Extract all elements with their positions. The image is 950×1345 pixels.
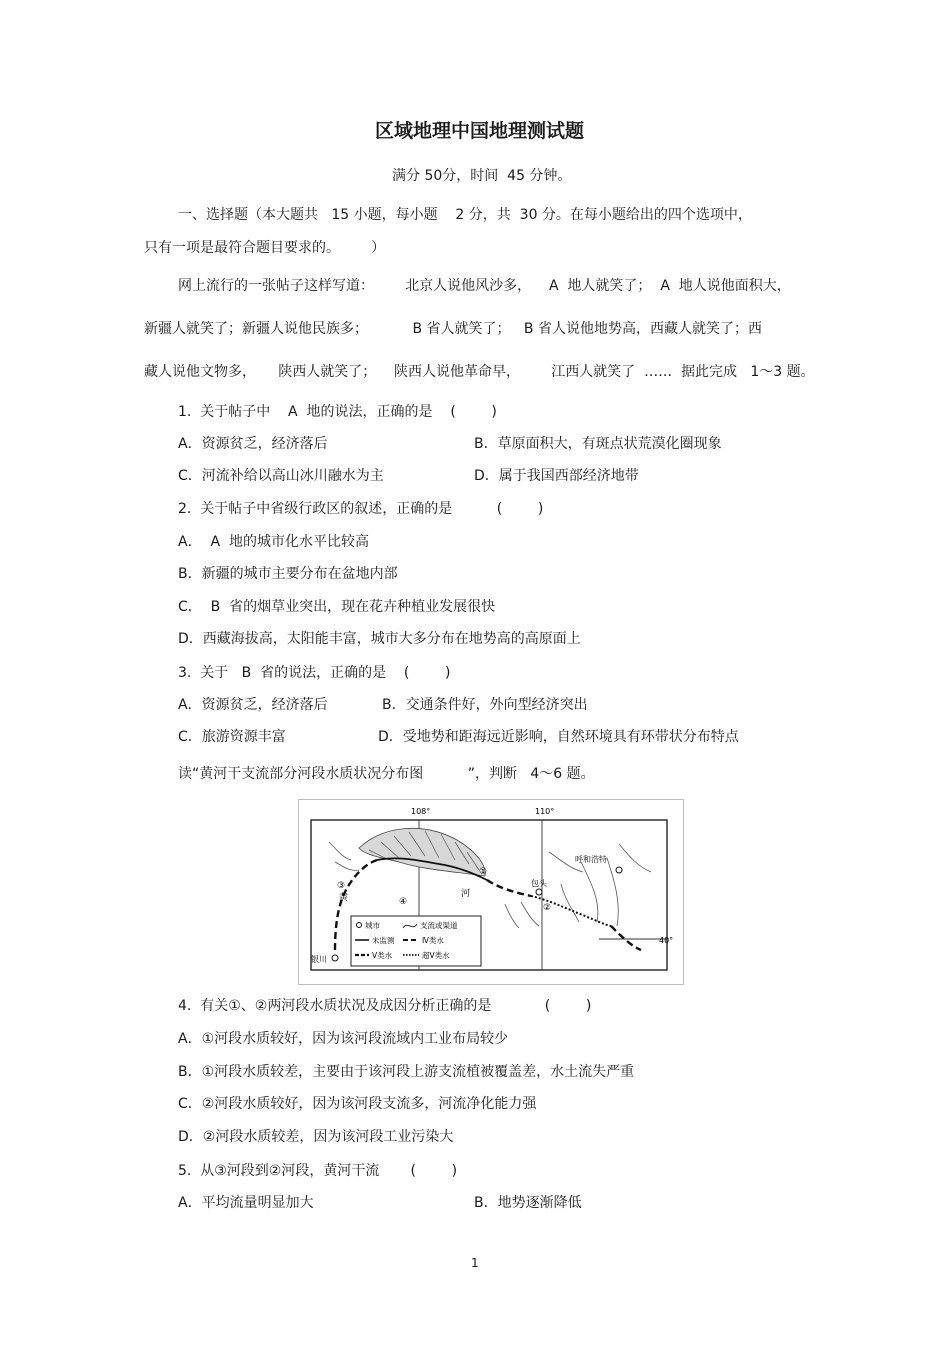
question-4-stem: 4. 有关①、②两河段水质状况及成因分析正确的是 ( ) bbox=[178, 998, 592, 1014]
legend-city: 城市 bbox=[365, 921, 380, 930]
question-5-option-a: A．平均流量明显加大 bbox=[178, 1195, 314, 1211]
map-char-he: 河 bbox=[461, 889, 471, 899]
baotou-label: 包头 bbox=[531, 879, 547, 888]
yinchuan-label: 银川 bbox=[311, 955, 327, 964]
legend-unmonitored: 未监测 bbox=[372, 936, 395, 945]
page-subtitle: 满分 50分，时间 45 分钟。 bbox=[392, 168, 572, 184]
latitude-40-label: 40° bbox=[659, 936, 674, 945]
page-title: 区域地理中国地理测试题 bbox=[375, 120, 585, 142]
question-3-option-c: C．旅游资源丰富 bbox=[178, 729, 286, 745]
baotou-city-marker bbox=[536, 889, 542, 895]
page-number: 1 bbox=[471, 1256, 479, 1270]
question-3-option-b: B．交通条件好，外向型经济突出 bbox=[382, 697, 588, 713]
yellow-river-water-quality-map bbox=[298, 799, 684, 985]
intro-line1: 网上流行的一张帖子这样写道： 北京人说他风沙多， A 地人就笑了； A 地人说他面积大， bbox=[178, 278, 791, 294]
hohhot-city-marker bbox=[616, 867, 622, 873]
question-3-option-d: D．受地势和距海远近影响，自然环境具有环带状分布特点 bbox=[378, 729, 739, 745]
intro-line2: 新疆人就笑了；新疆人说他民族多； B 省人就笑了； B 省人说他地势高，西藏人就笑了；西 bbox=[144, 321, 762, 337]
question-1-stem: 1. 关于帖子中 A 地的说法，正确的是 ( ) bbox=[178, 404, 497, 420]
hohhot-label: 呼和浩特 bbox=[575, 855, 607, 864]
map-reading-prompt: 读“黄河干支流部分河段水质状况分布图 ”，判断 4～6 题。 bbox=[178, 766, 595, 782]
question-2-option-c: C． B 省的烟草业突出，现在花卉种植业发展很快 bbox=[178, 599, 496, 615]
longitude-108-label: 108° bbox=[411, 807, 431, 816]
question-4-option-a: A．①河段水质较好，因为该河段流域内工业布局较少 bbox=[178, 1031, 509, 1047]
question-3-option-a: A．资源贫乏，经济落后 bbox=[178, 697, 328, 713]
longitude-110-label: 110° bbox=[535, 807, 555, 816]
section-4-marker: ④ bbox=[399, 897, 408, 907]
intro-line3: 藏人说他文物多， 陕西人就笑了； 陕西人说他革命早， 江西人就笑了 …… 据此完成 1～3 题。 bbox=[144, 364, 815, 380]
map-char-huang: 黄 bbox=[339, 893, 349, 903]
question-1-option-c: C．河流补给以高山冰川融水为主 bbox=[178, 468, 384, 484]
question-1-option-a: A．资源贫乏，经济落后 bbox=[178, 436, 328, 452]
yinchuan-city-marker bbox=[332, 955, 338, 961]
question-5-stem: 5. 从③河段到②河段，黄河干流 ( ) bbox=[178, 1163, 458, 1179]
legend-over-class-v: 超Ⅴ类水 bbox=[422, 951, 450, 960]
question-2-option-d: D．西藏海拔高，太阳能丰富，城市大多分布在地势高的高原面上 bbox=[178, 631, 581, 647]
question-2-stem: 2. 关于帖子中省级行政区的叙述，正确的是 ( ) bbox=[178, 501, 544, 517]
question-4-option-b: B．①河段水质较差，主要由于该河段上游支流植被覆盖差，水土流失严重 bbox=[178, 1064, 635, 1080]
map-legend bbox=[351, 916, 481, 966]
question-1-option-b: B．草原面积大，有斑点状荒漠化圈现象 bbox=[474, 436, 722, 452]
legend-tributary: 支流或渠道 bbox=[420, 921, 458, 930]
section-heading-line2: 只有一项是最符合题目要求的。 ） bbox=[144, 240, 386, 256]
section-2-marker: ② bbox=[543, 903, 552, 913]
question-5-option-b: B．地势逐渐降低 bbox=[474, 1195, 582, 1211]
section-1-marker: ① bbox=[479, 867, 488, 877]
legend-class-v: Ⅴ类水 bbox=[372, 951, 393, 960]
legend-class-iv: Ⅳ类水 bbox=[422, 936, 444, 945]
question-2-option-a: A． A 地的城市化水平比较高 bbox=[178, 534, 369, 550]
river-section-1 bbox=[487, 880, 531, 896]
section-heading-line1: 一、选择题（本大题共 15 小题，每小题 2 分，共 30 分。在每小题给出的四个选项中， bbox=[178, 207, 752, 223]
question-3-stem: 3. 关于 B 省的说法，正确的是 ( ) bbox=[178, 665, 451, 681]
map-figure bbox=[299, 800, 683, 984]
question-2-option-b: B．新疆的城市主要分布在盆地内部 bbox=[178, 566, 398, 582]
river-section-east bbox=[611, 926, 641, 950]
question-4-option-d: D．②河段水质较差，因为该河段工业污染大 bbox=[178, 1129, 454, 1145]
question-1-option-d: D．属于我国西部经济地带 bbox=[474, 468, 639, 484]
section-3-marker: ③ bbox=[337, 881, 346, 891]
question-4-option-c: C．②河段水质较好，因为该河段支流多，河流净化能力强 bbox=[178, 1096, 537, 1112]
